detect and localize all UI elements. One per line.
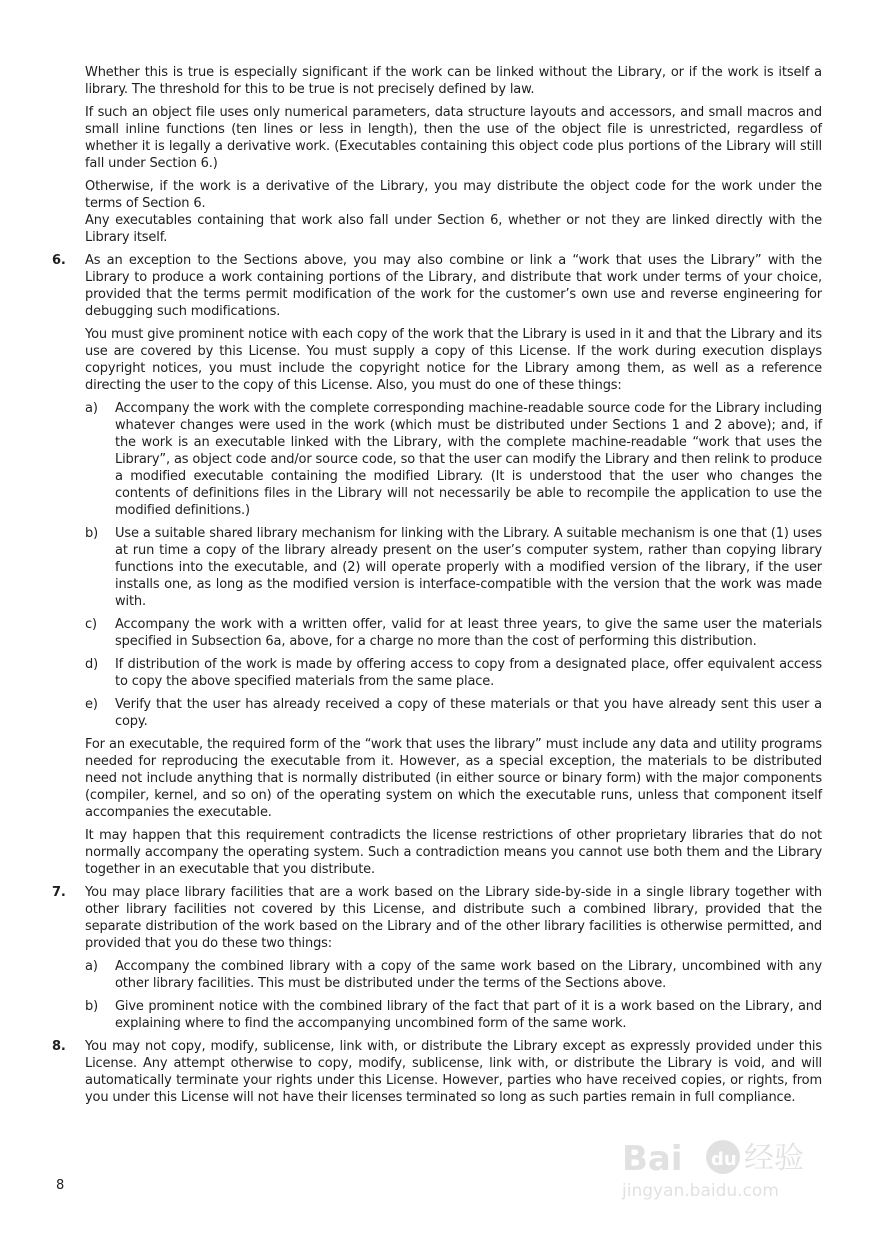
list-label: c) (85, 617, 97, 632)
paragraph: Any executables containing that work also fall under Section 6, whether or not they are linked directly with the Library itself. (85, 213, 822, 245)
watermark-paw: du (711, 1149, 737, 1170)
list-label: d) (85, 657, 99, 672)
paragraph: You may place library facilities that are a work based on the Library side-by-side in a single library together with other library facilities not covered by this License, and distribute such a combined library, provided that the separate distribution of the work based on the Library and of the other library facilities is otherwise permitted, and provided that you do these two things: (85, 885, 822, 951)
watermark-cn: 经验 (744, 1141, 804, 1176)
list-text: Use a suitable shared library mechanism for linking with the Library. A suitable mechanism is one that (1) uses at run time a copy of the library already present on the user’s computer system, rather than copying library functions into the executable, and (2) will operate properly with a modified version of the library, if the user installs one, as long as the modified version is interface-compatible with the version that the work was made with. (115, 526, 822, 609)
list-item (85, 696, 822, 730)
list-label: b) (85, 526, 99, 541)
section-8 (52, 1038, 822, 1106)
list-label: a) (85, 401, 98, 416)
section-6 (52, 252, 822, 394)
list-item (85, 656, 822, 690)
watermark-url: jingyan.baidu.com (622, 1181, 779, 1200)
document-body (52, 64, 822, 1112)
paragraph: For an executable, the required form of the “work that uses the library” must include any data and utility programs needed for reproducing the executable from it. However, as a special exception, the materials to be distributed need not include anything that is normally distributed (in either source or binary form) with the major components (compiler, kernel, and so on) of the operating system on which the executable runs, unless that component itself accompanies the executable. (85, 737, 822, 820)
list-label: a) (85, 959, 98, 974)
paragraph: It may happen that this requirement contradicts the license restrictions of other proprietary libraries that do not normally accompany the operating system. Such a contradiction means you cannot use both them and the Library together in an executable that you distribute. (85, 828, 822, 877)
paragraph: If such an object file uses only numerical parameters, data structure layouts and accessors, and small macros and small inline functions (ten lines or less in length), then the use of the object file is unrestricted, regardless of whether it is legally a derivative work. (Executables containing this object code plus portions of the Library will still fall under Section 6.) (85, 105, 822, 171)
list-text: Accompany the work with a written offer, valid for at least three years, to give the same user the materials specified in Subsection 6a, above, for a charge no more than the cost of performing this distribution. (115, 617, 822, 649)
baidu-jingyan-watermark (620, 1130, 825, 1200)
list-text: If distribution of the work is made by offering access to copy from a designated place, offer equivalent access to copy the above specified materials from the same place. (115, 657, 822, 689)
section-number: 8. (52, 1039, 66, 1054)
page-number: 8 (56, 1178, 65, 1193)
section-number: 6. (52, 253, 66, 268)
list-item (85, 400, 822, 519)
paragraph: Whether this is true is especially significant if the work can be linked without the Library, or if the work is itself a library. The threshold for this to be true is not precisely defined by law. (85, 65, 822, 97)
paragraph: As an exception to the Sections above, you may also combine or link a “work that uses the Library” with the Library to produce a work containing portions of the Library, and distribute that work under terms of your choice, provided that the terms permit modification of the work for the customer’s own use and reverse engineering for debugging such modifications. (85, 253, 822, 319)
section-7 (52, 884, 822, 952)
paragraph: Otherwise, if the work is a derivative of the Library, you may distribute the object code for the work under the terms of Section 6. (85, 179, 822, 211)
list-item (85, 525, 822, 610)
list-text: Verify that the user has already received a copy of these materials or that you have already sent this user a copy. (115, 697, 822, 729)
paragraph: You must give prominent notice with each copy of the work that the Library is used in it and that the Library and its use are covered by this License. You must supply a copy of this License. If the work during execution displays copyright notices, you must include the copyright notice for the Library among them, as well as a reference directing the user to the copy of this License. Also, you must do one of these things: (85, 327, 822, 393)
list-text: Give prominent notice with the combined library of the fact that part of it is a work based on the Library, and explaining where to find the accompanying uncombined form of the same work. (115, 999, 822, 1031)
list-item (85, 998, 822, 1032)
watermark-brand: Bai (622, 1139, 683, 1179)
list-item (85, 958, 822, 992)
list-label: b) (85, 999, 99, 1014)
paragraph: You may not copy, modify, sublicense, link with, or distribute the Library except as expressly provided under this License. Any attempt otherwise to copy, modify, sublicense, link with, or distribute the Library is void, and will automatically terminate your rights under this License. However, parties who have received copies, or rights, from you under this License will not have their licenses terminated so long as such parties remain in full compliance. (85, 1039, 822, 1105)
section-number: 7. (52, 885, 66, 900)
list-text: Accompany the work with the complete corresponding machine-readable source code for the Library including whatever changes were used in the work (which must be distributed under Sections 1 and 2 above); and, if the work is an executable linked with the Library, with the complete machine-readable “work that uses the Library”, as object code and/or source code, so that the user can modify the Library and then relink to produce a modified executable containing the modified Library. (It is understood that the user who changes the contents of definitions files in the Library will not necessarily be able to recompile the application to use the modified definitions.) (115, 401, 822, 518)
list-label: e) (85, 697, 98, 712)
list-item (85, 616, 822, 650)
list-text: Accompany the combined library with a copy of the same work based on the Library, uncombined with any other library facilities. This must be distributed under the terms of the Sections above. (115, 959, 822, 991)
